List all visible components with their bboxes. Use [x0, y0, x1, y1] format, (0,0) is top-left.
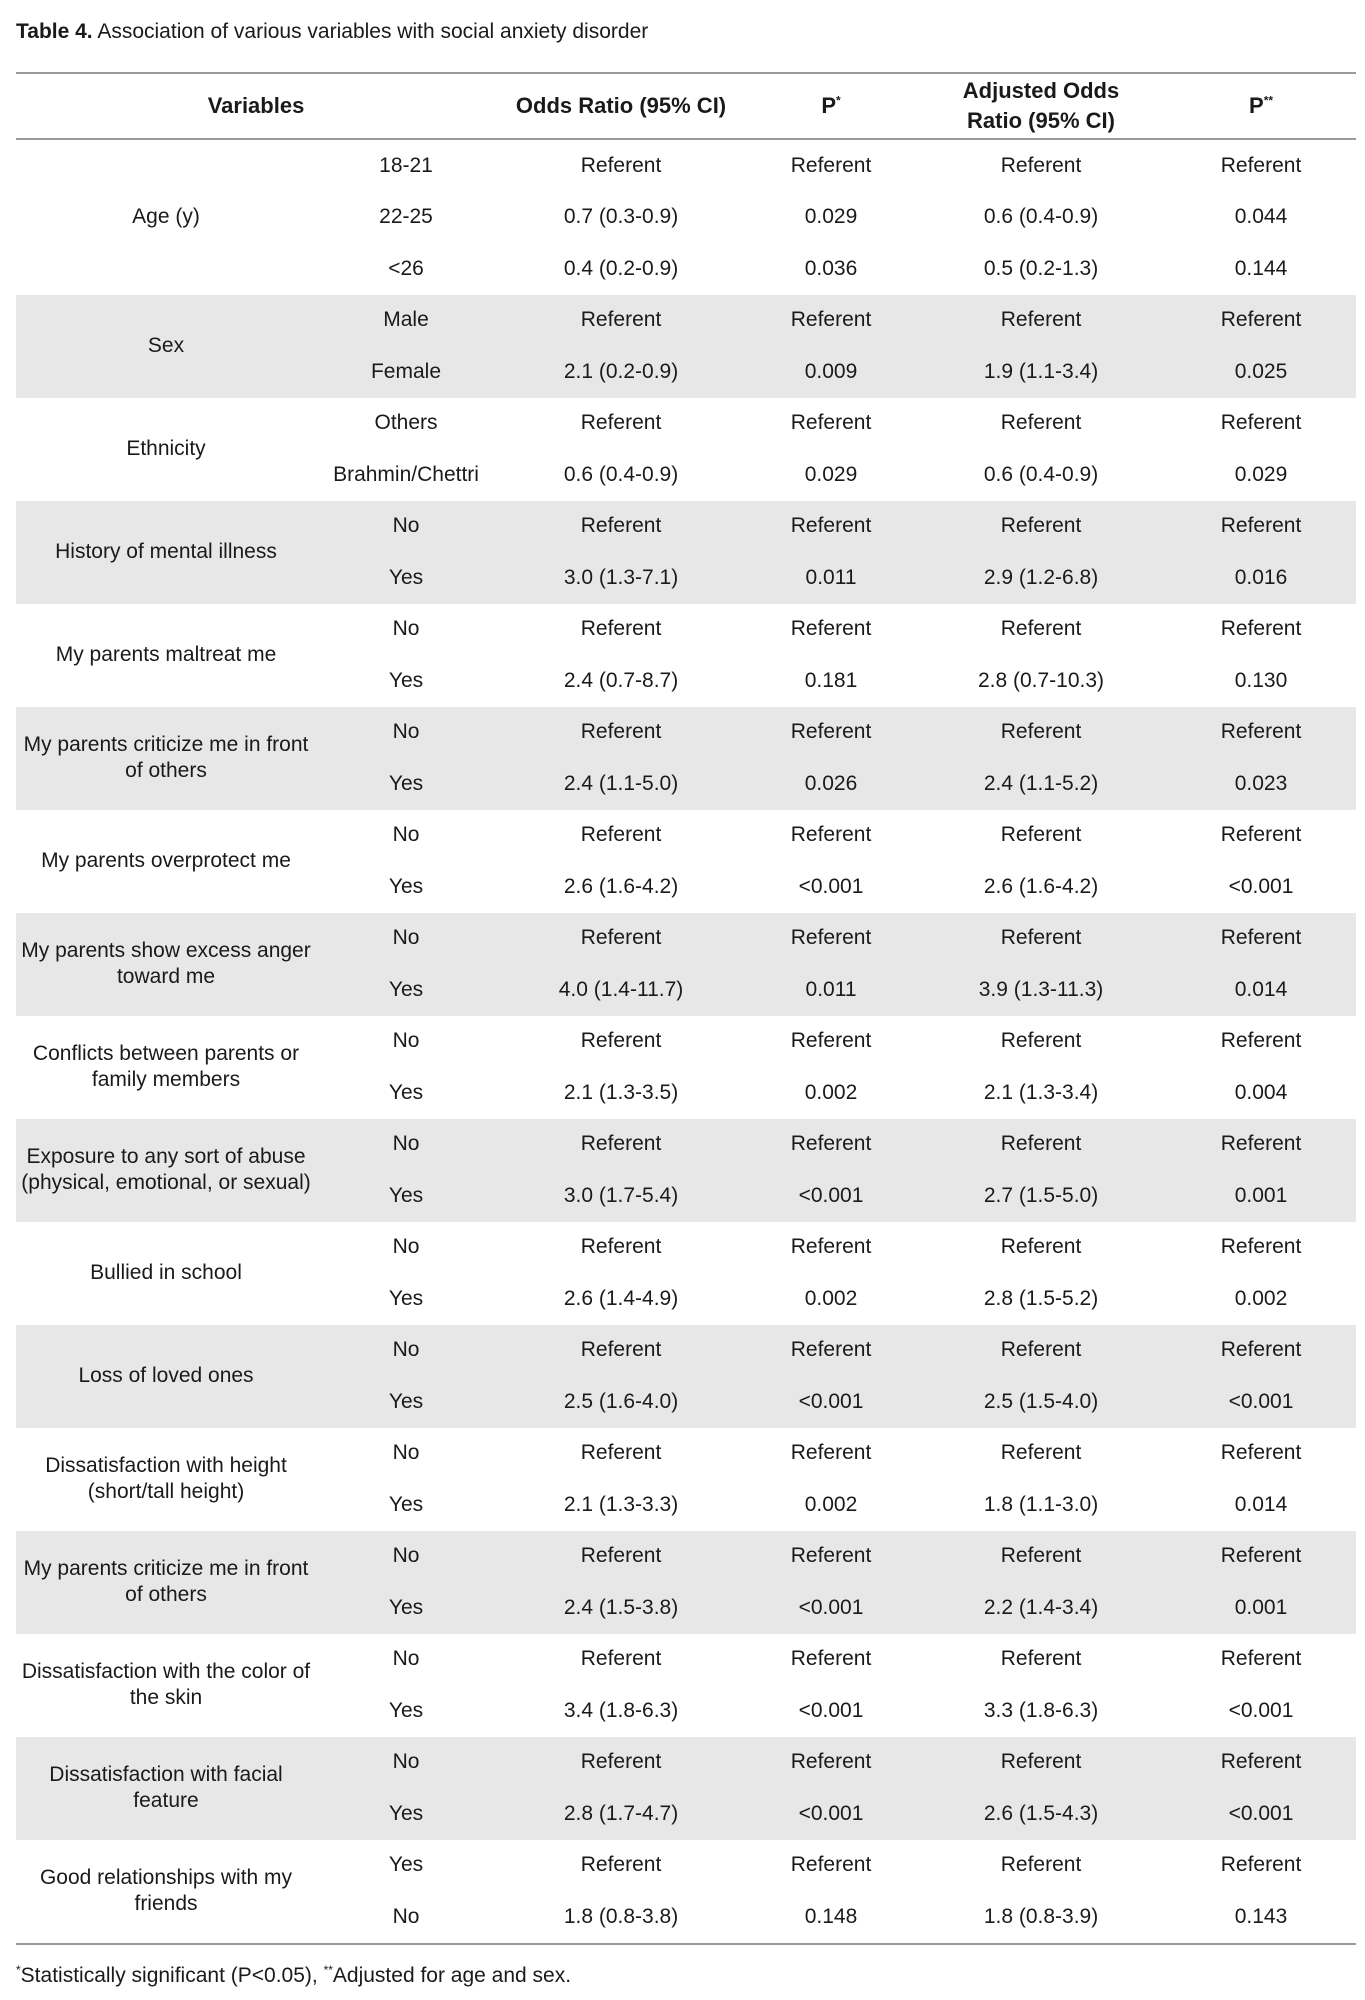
level-cell: No — [316, 1325, 496, 1377]
odds-ratio-cell: 0.4 (0.2-0.9) — [563, 256, 679, 280]
adjusted-p-value-cell: Referent — [1166, 1119, 1356, 1171]
p-value-cell: 0.002 — [804, 1286, 858, 1310]
adjusted-odds-ratio-cell: 0.6 (0.4-0.9) — [983, 462, 1099, 486]
adjusted-p-value-cell: 0.004 — [1234, 1080, 1288, 1104]
header-variables: Variables — [207, 93, 305, 118]
adjusted-odds-ratio-cell: Referent — [1000, 823, 1082, 847]
table-header — [16, 73, 1356, 139]
adjusted-p-value-cell: 0.029 — [1234, 462, 1288, 486]
odds-ratio-cell: Referent — [496, 707, 746, 759]
level-cell: No — [392, 1647, 420, 1671]
p-value-cell: 0.029 — [804, 205, 858, 229]
adjusted-p-value-cell: 0.001 — [1166, 1582, 1356, 1634]
adjusted-p-value-cell: 0.130 — [1234, 668, 1288, 692]
variable-cell: Sex — [16, 295, 316, 398]
odds-ratio-cell: 2.6 (1.4-4.9) — [563, 1286, 679, 1310]
odds-ratio-cell: Referent — [496, 1325, 746, 1377]
table-row — [16, 1119, 1356, 1171]
p-value-cell: Referent — [746, 1531, 916, 1583]
p-value-cell: <0.001 — [746, 1376, 916, 1428]
odds-ratio-cell: 2.1 (1.3-3.3) — [563, 1492, 679, 1516]
adjusted-p-value-cell: Referent — [1220, 1441, 1302, 1465]
adjusted-odds-ratio-cell: 2.2 (1.4-3.4) — [916, 1582, 1166, 1634]
level-cell: Yes — [388, 1698, 424, 1722]
adjusted-p-value-cell: Referent — [1220, 1647, 1302, 1671]
variable-cell: Dissatisfaction with the color of the skin — [21, 1660, 311, 1709]
odds-ratio-cell: 3.0 (1.7-5.4) — [496, 1170, 746, 1222]
p-value-cell: 0.036 — [804, 256, 858, 280]
p-value-cell: 0.002 — [804, 1492, 858, 1516]
table-row — [16, 1634, 1356, 1686]
odds-ratio-cell: Referent — [580, 1029, 662, 1053]
adjusted-odds-ratio-cell: Referent — [916, 1119, 1166, 1171]
p-value-cell: 0.011 — [746, 552, 916, 604]
variable-cell: My parents maltreat me — [55, 643, 277, 666]
adjusted-odds-ratio-cell: Referent — [1000, 617, 1082, 641]
odds-ratio-cell: Referent — [496, 1119, 746, 1171]
level-cell: Yes — [388, 1853, 424, 1877]
variable-cell: Bullied in school — [90, 1261, 242, 1284]
adjusted-odds-ratio-cell: Referent — [916, 501, 1166, 553]
p-value-cell: Referent — [790, 1441, 872, 1465]
odds-ratio-cell: 0.6 (0.4-0.9) — [563, 462, 679, 486]
odds-ratio-cell: Referent — [496, 295, 746, 347]
table-row — [16, 139, 1356, 192]
p-value-cell: 0.002 — [804, 1080, 858, 1104]
header-aor-line2: Ratio (95% CI) — [967, 108, 1115, 133]
p-value-cell: Referent — [790, 823, 872, 847]
adjusted-p-value-cell: 0.144 — [1234, 256, 1288, 280]
header-ap-sup: ** — [1263, 93, 1274, 108]
table-row — [16, 1428, 1356, 1480]
p-value-cell: Referent — [790, 1647, 872, 1671]
adjusted-odds-ratio-cell: 2.4 (1.1-5.2) — [916, 758, 1166, 810]
level-cell: Yes — [316, 1376, 496, 1428]
adjusted-p-value-cell: Referent — [1220, 1235, 1302, 1259]
header-odds-ratio: Odds Ratio (95% CI) — [515, 93, 727, 118]
variable-cell: Dissatisfaction with facial feature — [16, 1737, 316, 1840]
p-value-cell: 0.029 — [804, 462, 858, 486]
adjusted-p-value-cell: 0.001 — [1166, 1170, 1356, 1222]
table-row — [16, 604, 1356, 656]
table-row — [16, 1325, 1356, 1377]
adjusted-odds-ratio-cell: Referent — [1000, 411, 1082, 435]
table-footnote — [16, 1964, 571, 1988]
level-cell: Others — [374, 411, 438, 435]
odds-ratio-cell: 2.8 (1.7-4.7) — [496, 1788, 746, 1840]
adjusted-odds-ratio-cell: 1.8 (1.1-3.0) — [983, 1492, 1099, 1516]
level-cell: Yes — [388, 668, 424, 692]
level-cell: Brahmin/Chettri — [333, 462, 479, 486]
adjusted-odds-ratio-cell: Referent — [1000, 1853, 1082, 1877]
p-value-cell: <0.001 — [798, 1698, 864, 1722]
table-row — [16, 1222, 1356, 1274]
adjusted-p-value-cell: Referent — [1220, 1029, 1302, 1053]
level-cell: No — [316, 1737, 496, 1789]
variable-cell: Exposure to any sort of abuse (physical, emotional, or sexual) — [16, 1119, 316, 1222]
adjusted-p-value-cell: Referent — [1166, 501, 1356, 553]
adjusted-p-value-cell: Referent — [1166, 1325, 1356, 1377]
odds-ratio-cell: Referent — [580, 411, 662, 435]
adjusted-p-value-cell: <0.001 — [1166, 1788, 1356, 1840]
level-cell: No — [392, 1441, 420, 1465]
p-value-cell: <0.001 — [746, 1170, 916, 1222]
odds-ratio-cell: 2.4 (1.1-5.0) — [496, 758, 746, 810]
table-row — [16, 1531, 1356, 1583]
level-cell: No — [316, 501, 496, 553]
odds-ratio-cell: Referent — [580, 1647, 662, 1671]
adjusted-p-value-cell: Referent — [1220, 823, 1302, 847]
adjusted-odds-ratio-cell: Referent — [1000, 153, 1082, 177]
p-value-cell: Referent — [746, 913, 916, 965]
header-aor-line1: Adjusted Odds — [962, 78, 1120, 103]
adjusted-odds-ratio-cell: Referent — [916, 1325, 1166, 1377]
table-row — [16, 295, 1356, 347]
variable-cell: Loss of loved ones — [16, 1325, 316, 1428]
level-cell: 18-21 — [379, 153, 433, 177]
level-cell: Yes — [316, 758, 496, 810]
adjusted-odds-ratio-cell: Referent — [916, 295, 1166, 347]
odds-ratio-cell: Referent — [580, 617, 662, 641]
level-cell: Yes — [388, 874, 424, 898]
level-cell: No — [392, 1904, 420, 1928]
adjusted-odds-ratio-cell: 2.6 (1.6-4.2) — [983, 874, 1099, 898]
level-cell: Yes — [316, 964, 496, 1016]
adjusted-odds-ratio-cell: 1.8 (0.8-3.9) — [983, 1904, 1099, 1928]
odds-ratio-cell: 2.4 (1.5-3.8) — [496, 1582, 746, 1634]
header-p-label: P — [821, 93, 837, 118]
p-value-cell: Referent — [790, 1235, 872, 1259]
results-table — [16, 72, 1356, 1945]
odds-ratio-cell: Referent — [580, 153, 662, 177]
variable-cell: My parents show excess anger toward me — [16, 913, 316, 1016]
p-value-cell: <0.001 — [746, 1788, 916, 1840]
level-cell: Yes — [388, 1492, 424, 1516]
variable-cell: My parents criticize me in front of others — [16, 1531, 316, 1634]
p-value-cell: 0.011 — [746, 964, 916, 1016]
adjusted-odds-ratio-cell: 1.9 (1.1-3.4) — [916, 346, 1166, 398]
adjusted-p-value-cell: 0.002 — [1234, 1286, 1288, 1310]
adjusted-odds-ratio-cell: 2.7 (1.5-5.0) — [916, 1170, 1166, 1222]
odds-ratio-cell: 2.4 (0.7-8.7) — [563, 668, 679, 692]
table-row — [16, 501, 1356, 553]
level-cell: Yes — [316, 1582, 496, 1634]
table-row — [16, 1016, 1356, 1068]
odds-ratio-cell: Referent — [496, 913, 746, 965]
odds-ratio-cell: 1.8 (0.8-3.8) — [563, 1904, 679, 1928]
adjusted-odds-ratio-cell: Referent — [916, 1531, 1166, 1583]
table-row — [16, 398, 1356, 450]
odds-ratio-cell: Referent — [580, 823, 662, 847]
footnote-sup-2: ** — [323, 1963, 333, 1977]
level-cell: Yes — [316, 1788, 496, 1840]
level-cell: No — [316, 1531, 496, 1583]
level-cell: Female — [316, 346, 496, 398]
header-adjusted-p — [1166, 73, 1356, 139]
odds-ratio-cell: Referent — [580, 1235, 662, 1259]
p-value-cell: <0.001 — [746, 1582, 916, 1634]
adjusted-odds-ratio-cell: Referent — [1000, 1029, 1082, 1053]
odds-ratio-cell: 4.0 (1.4-11.7) — [496, 964, 746, 1016]
p-value-cell: Referent — [746, 1737, 916, 1789]
level-cell: Yes — [388, 1286, 424, 1310]
odds-ratio-cell: 3.4 (1.8-6.3) — [563, 1698, 679, 1722]
table-body — [16, 139, 1356, 1944]
table-caption-label: Table 4. — [16, 20, 93, 43]
adjusted-odds-ratio-cell: 3.3 (1.8-6.3) — [983, 1698, 1099, 1722]
adjusted-p-value-cell: 0.014 — [1166, 964, 1356, 1016]
adjusted-odds-ratio-cell: 2.8 (0.7-10.3) — [977, 668, 1105, 692]
table-caption-text: Association of various variables with social anxiety disorder — [97, 20, 649, 43]
adjusted-odds-ratio-cell: 2.5 (1.5-4.0) — [916, 1376, 1166, 1428]
odds-ratio-cell: 0.7 (0.3-0.9) — [563, 205, 679, 229]
level-cell: No — [392, 823, 420, 847]
level-cell: No — [392, 1029, 420, 1053]
adjusted-p-value-cell: Referent — [1220, 617, 1302, 641]
header-row — [16, 73, 1356, 139]
adjusted-odds-ratio-cell: Referent — [916, 913, 1166, 965]
table-row — [16, 1840, 1356, 1892]
variable-cell: Dissatisfaction with height (short/tall height) — [45, 1454, 287, 1503]
level-cell: No — [392, 1235, 420, 1259]
p-value-cell: Referent — [790, 1029, 872, 1053]
adjusted-p-value-cell: 0.044 — [1234, 205, 1288, 229]
adjusted-odds-ratio-cell: 2.6 (1.5-4.3) — [916, 1788, 1166, 1840]
table-row — [16, 810, 1356, 862]
p-value-cell: Referent — [746, 1119, 916, 1171]
odds-ratio-cell: 2.6 (1.6-4.2) — [563, 874, 679, 898]
adjusted-odds-ratio-cell: Referent — [1000, 1647, 1082, 1671]
odds-ratio-cell: Referent — [496, 501, 746, 553]
adjusted-p-value-cell: Referent — [1166, 707, 1356, 759]
adjusted-odds-ratio-cell: 2.8 (1.5-5.2) — [983, 1286, 1099, 1310]
adjusted-p-value-cell: 0.016 — [1166, 552, 1356, 604]
level-cell: Yes — [316, 552, 496, 604]
adjusted-p-value-cell: <0.001 — [1228, 874, 1294, 898]
adjusted-odds-ratio-cell: 0.6 (0.4-0.9) — [983, 205, 1099, 229]
table-caption — [16, 20, 648, 44]
level-cell: No — [392, 617, 420, 641]
header-p-sup: * — [836, 93, 841, 108]
variable-cell: Good relationships with my friends — [39, 1866, 293, 1915]
odds-ratio-cell: 2.5 (1.6-4.0) — [496, 1376, 746, 1428]
adjusted-p-value-cell: <0.001 — [1166, 1376, 1356, 1428]
adjusted-p-value-cell: Referent — [1220, 1853, 1302, 1877]
p-value-cell: Referent — [746, 501, 916, 553]
variable-cell: Age (y) — [132, 205, 200, 229]
odds-ratio-cell: Referent — [496, 1737, 746, 1789]
p-value-cell: Referent — [790, 411, 872, 435]
p-value-cell: Referent — [746, 295, 916, 347]
level-cell: No — [316, 707, 496, 759]
p-value-cell: 0.148 — [804, 1904, 858, 1928]
odds-ratio-cell: 2.1 (0.2-0.9) — [496, 346, 746, 398]
adjusted-odds-ratio-cell: 0.5 (0.2-1.3) — [983, 256, 1099, 280]
variable-cell: Conflicts between parents or family members — [32, 1042, 300, 1091]
adjusted-p-value-cell: Referent — [1166, 295, 1356, 347]
footnote-sup-1: * — [16, 1963, 21, 1977]
footnote-text-2: Adjusted for age and sex. — [332, 1964, 572, 1987]
header-adjusted-odds-ratio — [916, 73, 1166, 139]
adjusted-p-value-cell: Referent — [1166, 1531, 1356, 1583]
p-value-cell: Referent — [790, 153, 872, 177]
level-cell: 22-25 — [379, 205, 433, 229]
p-value-cell: Referent — [790, 1853, 872, 1877]
variable-cell: My parents criticize me in front of others — [16, 707, 316, 810]
p-value-cell: Referent — [790, 617, 872, 641]
adjusted-p-value-cell: Referent — [1220, 411, 1302, 435]
adjusted-odds-ratio-cell: 3.9 (1.3-11.3) — [916, 964, 1166, 1016]
variable-cell: History of mental illness — [16, 501, 316, 604]
odds-ratio-cell: 3.0 (1.3-7.1) — [496, 552, 746, 604]
adjusted-odds-ratio-cell: 2.1 (1.3-3.4) — [983, 1080, 1099, 1104]
p-value-cell: Referent — [746, 707, 916, 759]
level-cell: Male — [316, 295, 496, 347]
p-value-cell: <0.001 — [798, 874, 864, 898]
header-ap-label: P — [1249, 93, 1264, 118]
header-p — [746, 73, 916, 139]
level-cell: Yes — [316, 1170, 496, 1222]
level-cell: No — [316, 1119, 496, 1171]
variable-cell: Ethnicity — [126, 437, 206, 460]
adjusted-p-value-cell: 0.023 — [1166, 758, 1356, 810]
adjusted-p-value-cell: <0.001 — [1228, 1698, 1294, 1722]
p-value-cell: 0.009 — [746, 346, 916, 398]
odds-ratio-cell: Referent — [496, 1531, 746, 1583]
adjusted-p-value-cell: 0.143 — [1234, 1904, 1288, 1928]
adjusted-odds-ratio-cell: Referent — [916, 1737, 1166, 1789]
adjusted-p-value-cell: Referent — [1166, 913, 1356, 965]
odds-ratio-cell: Referent — [580, 1441, 662, 1465]
odds-ratio-cell: Referent — [580, 1853, 662, 1877]
adjusted-odds-ratio-cell: Referent — [1000, 1235, 1082, 1259]
adjusted-odds-ratio-cell: Referent — [1000, 1441, 1082, 1465]
variable-cell: My parents overprotect me — [41, 849, 291, 872]
p-value-cell: Referent — [746, 1325, 916, 1377]
table-row — [16, 1737, 1356, 1789]
adjusted-p-value-cell: Referent — [1220, 153, 1302, 177]
level-cell: <26 — [388, 256, 424, 280]
footnote-text-1: Statistically significant (P<0.05), — [20, 1964, 324, 1987]
p-value-cell: 0.181 — [804, 668, 858, 692]
adjusted-p-value-cell: Referent — [1166, 1737, 1356, 1789]
level-cell: No — [316, 913, 496, 965]
table-row — [16, 707, 1356, 759]
p-value-cell: 0.026 — [746, 758, 916, 810]
adjusted-odds-ratio-cell: 2.9 (1.2-6.8) — [916, 552, 1166, 604]
odds-ratio-cell: 2.1 (1.3-3.5) — [563, 1080, 679, 1104]
level-cell: Yes — [388, 1080, 424, 1104]
adjusted-p-value-cell: 0.014 — [1234, 1492, 1288, 1516]
adjusted-p-value-cell: 0.025 — [1166, 346, 1356, 398]
adjusted-odds-ratio-cell: Referent — [916, 707, 1166, 759]
table-row — [16, 913, 1356, 965]
